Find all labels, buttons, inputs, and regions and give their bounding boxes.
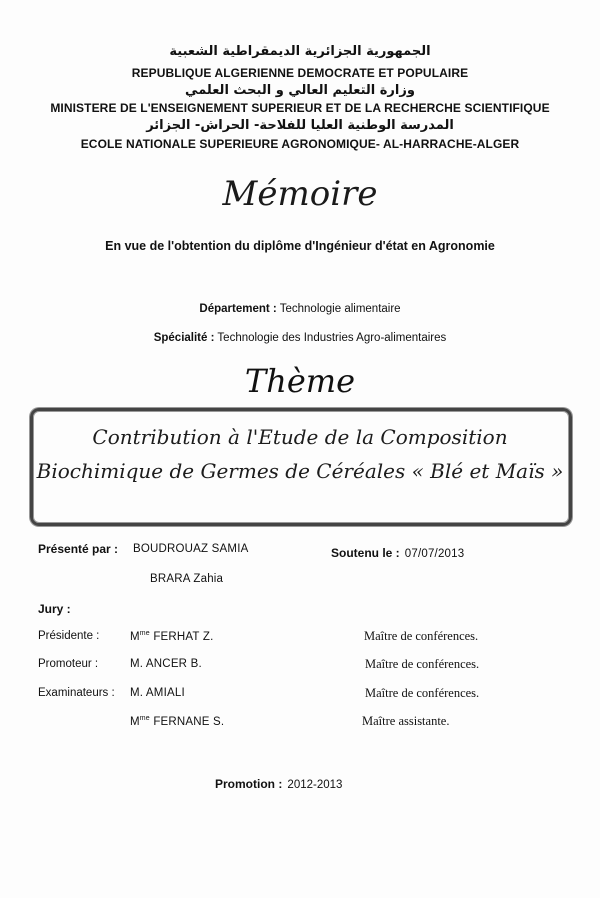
jury-name-promoter: M. ANCER B. xyxy=(130,658,202,670)
jury-role-examiners: Examinateurs : xyxy=(38,687,115,699)
promotion-value: 2012-2013 xyxy=(287,779,343,791)
promotion-line xyxy=(215,773,342,792)
jury-name-president: $M^{me}$ FERHAT Z. xyxy=(130,630,214,643)
speciality-value: Technologie des Industries Agro-alimentaires xyxy=(217,332,447,344)
jury-role-president: Présidente : xyxy=(38,630,100,642)
department-label: Département : xyxy=(199,303,277,315)
theme-heading: Thème xyxy=(244,362,356,400)
defense-date: 07/07/2013 xyxy=(404,548,465,560)
jury-name-examiner-2: $M^{me}$ FERNANE S. xyxy=(130,715,225,728)
department-line xyxy=(0,303,600,315)
theme-title-line-1: Contribution à l'Etude de la Composition xyxy=(92,425,508,449)
republic-line: REPUBLIQUE ALGERIENNE DEMOCRATE ET POPULAIRE xyxy=(131,66,469,80)
jury-role-promoter: Promoteur : xyxy=(38,658,99,670)
ministry-line: MINISTERE DE L'ENSEIGNEMENT SUPERIEUR ET DE LA RECHERCHE SCIENTIFIQUE xyxy=(50,101,550,115)
speciality-label: Spécialité : xyxy=(153,332,215,344)
jury-rank-promoter: Maître de conférences. xyxy=(365,657,480,671)
speciality-line xyxy=(0,332,600,344)
jury-name-examiner-1: M. AMIALI xyxy=(130,687,185,699)
arabic-republic-line: الجمهورية الجزائرية الديمقراطية الشعبية xyxy=(169,44,431,59)
author-1: BOUDROUAZ SAMIA xyxy=(133,543,249,555)
presented-by-label: Présenté par : xyxy=(38,542,119,556)
arabic-ministry-line: وزارة التعليم العالي و البحث العلمي xyxy=(185,83,415,98)
defended-line xyxy=(331,542,464,561)
arabic-school-line: المدرسة الوطنية العليا للفلاحة- الحراش- الجزائر xyxy=(146,118,454,133)
promotion-label: Promotion : xyxy=(215,777,283,791)
diploma-subtitle: En vue de l'obtention du diplôme d'Ingénieur d'état en Agronomie xyxy=(105,239,495,253)
memoire-title: Mémoire xyxy=(222,174,378,214)
author-2: BRARA Zahia xyxy=(150,573,224,585)
defended-label: Soutenu le : xyxy=(331,546,400,560)
school-line: ECOLE NATIONALE SUPERIEURE AGRONOMIQUE- AL-HARRACHE-ALGER xyxy=(80,137,520,151)
theme-title-line-2: Biochimique de Germes de Céréales « Blé et Maïs » xyxy=(36,459,564,483)
jury-rank-examiner-2: Maître assistante. xyxy=(362,714,450,728)
jury-rank-examiner-1: Maître de conférences. xyxy=(365,686,480,700)
jury-label: Jury : xyxy=(38,602,71,616)
jury-rank-president: Maître de conférences. xyxy=(364,629,479,643)
department-value: Technologie alimentaire xyxy=(279,303,401,315)
